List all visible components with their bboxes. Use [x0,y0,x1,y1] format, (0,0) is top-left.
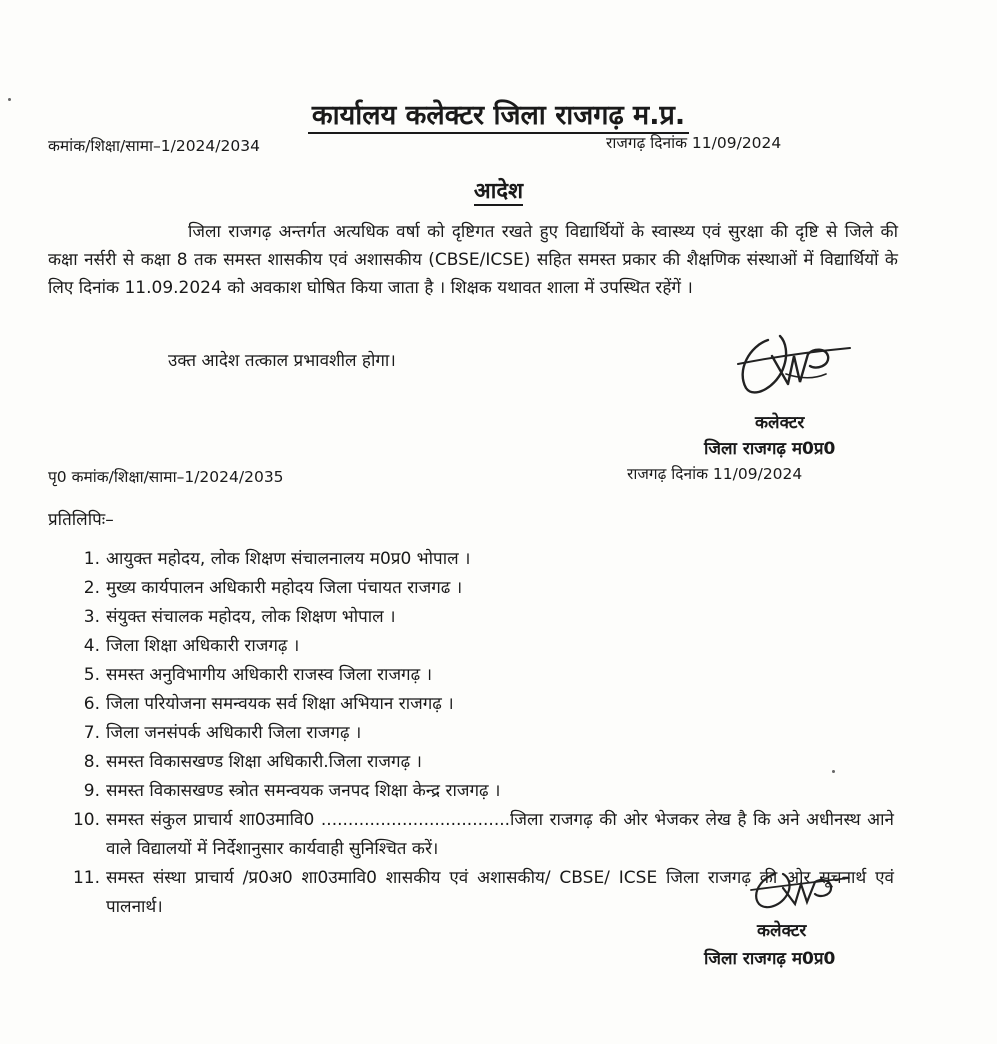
list-item [62,719,894,748]
scan-speck [8,98,11,101]
endorsement-number: पृ0 कमांक/शिक्षा/सामा–1/2024/2035 [48,468,284,486]
list-item-text: समस्त विकासखण्ड शिक्षा अधिकारी.जिला राजगढ़ । [106,752,422,772]
list-item-text: मुख्य कार्यपालन अधिकारी महोदय जिला पंचायत राजगढ । [106,578,463,598]
list-item [62,632,894,661]
order-body: जिला राजगढ़ अन्तर्गत अत्यधिक वर्षा को दृष्टिगत रखते हुए विद्यार्थियों के स्वास्थ्य एवं सुरक्षा की दृष्टि से जिले की कक्षा नर्सरी से कक्षा 8 तक समस्त शासकीय एवं अशासकीय (CBSE/ICSE) सहित समस्त प्रकार की शैक्षणिक संस्थाओं में विद्यार्थियों के लिए दिनांक 11.09.2024 को अवकाश घोषित किया जाता है । शिक्षक यथावत शाला में उपस्थित रहेंगें । [48,222,898,298]
copy-to-list [62,545,894,922]
list-item-text: समस्त अनुविभागीय अधिकारी राजस्व जिला राजगढ़ । [106,665,433,685]
list-item-number: 10. [72,810,100,830]
list-item-text: आयुक्त महोदय, लोक शिक्षण संचालनालय म0प्र0 भोपाल । [106,549,471,569]
list-item [62,806,894,864]
signatory-2-district: जिला राजगढ़ म0प्र0 [704,949,836,969]
list-item-text: जिला शिक्षा अधिकारी राजगढ़ । [106,636,300,656]
list-item-number: 2. [83,578,100,598]
order-title: आदेश [473,179,524,204]
list-item [62,748,894,777]
office-title: कार्यालय कलेक्टर जिला राजगढ़ म.प्र. [0,95,997,132]
endorsement-place-date: राजगढ़ दिनांक 11/09/2024 [627,465,803,483]
list-item-text: समस्त संस्था प्राचार्य /प्र0अ0 शा0उमावि0 शासकीय एवं अशासकीय/ CBSE/ ICSE जिला राजगढ़ की ओर सूचनार्थ एवं पालनार्थ। [106,868,894,917]
list-item-number: 6. [83,694,100,714]
list-item-text: समस्त संकुल प्राचार्य शा0उमावि0 ...................................जिला राजगढ़ की ओर भेजकर लेख है कि अने अधीनस्थ आने वाले विद्यालयों में निर्देशानुसार कार्यवाही सुनिश्चित करें। [106,810,894,859]
signature-2 [745,868,855,916]
list-item-number: 3. [83,607,100,627]
list-item [62,661,894,690]
signatory-1-district: जिला राजगढ़ म0प्र0 [704,439,836,459]
list-item [62,603,894,632]
signatory-1-title: कलेक्टर [755,413,805,433]
order-number: कमांक/शिक्षा/सामा–1/2024/2034 [48,137,260,155]
signatory-2-title: कलेक्टर [757,921,807,941]
list-item-text: जिला परियोजना समन्वयक सर्व शिक्षा अभियान राजगढ़ । [106,694,454,714]
list-item-number: 5. [83,665,100,685]
list-item-text: समस्त विकासखण्ड स्त्रोत समन्वयक जनपद शिक्षा केन्द्र राजगढ़ । [106,781,501,801]
list-item-text: संयुक्त संचालक महोदय, लोक शिक्षण भोपाल । [106,607,396,627]
list-item-number: 4. [83,636,100,656]
list-item-number: 9. [83,781,100,801]
signature-1 [728,326,858,408]
copy-to-heading: प्रतिलिपिः– [48,510,114,530]
order-place-date: राजगढ़ दिनांक 11/09/2024 [606,134,782,152]
scan-speck [832,770,835,773]
list-item-number: 1. [83,549,100,569]
list-item-text: जिला जनसंपर्क अधिकारी जिला राजगढ़ । [106,723,362,743]
list-item [62,545,894,574]
list-item [62,690,894,719]
effective-note: उक्त आदेश तत्काल प्रभावशील होगा। [168,351,396,371]
list-item-number: 8. [83,752,100,772]
list-item-number: 11. [72,868,100,888]
list-item-number: 7. [83,723,100,743]
list-item [62,777,894,806]
list-item [62,574,894,603]
